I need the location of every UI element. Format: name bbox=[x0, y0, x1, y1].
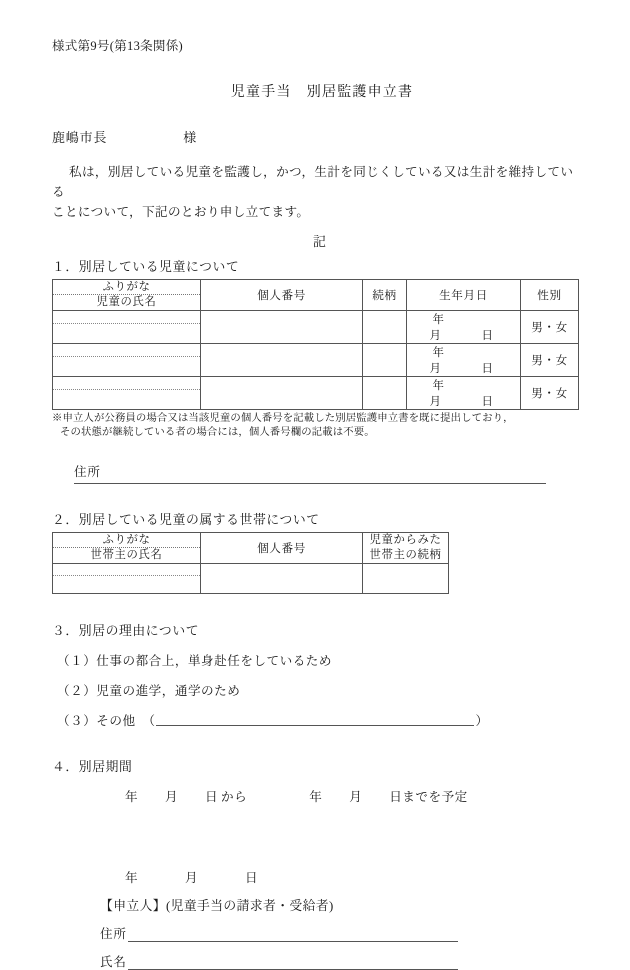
header-relation-line-2: 世帯主の続柄 bbox=[369, 549, 442, 562]
addressee-line bbox=[52, 127, 578, 146]
gender-choice[interactable]: 男・女 bbox=[521, 343, 579, 376]
my-number-input[interactable] bbox=[201, 564, 363, 594]
child-name-input[interactable] bbox=[53, 343, 201, 376]
page-title: 児童手当 別居監護申立書 bbox=[230, 85, 414, 100]
child-name-input[interactable] bbox=[53, 310, 201, 343]
table-row bbox=[53, 376, 579, 409]
from-day-label: 日 bbox=[205, 790, 219, 805]
my-number-input[interactable] bbox=[201, 343, 363, 376]
to-year-label: 年 bbox=[309, 790, 323, 805]
birth-day-label: 日 bbox=[481, 329, 494, 342]
signature-day-label: 日 bbox=[245, 871, 259, 886]
birth-date-input[interactable] bbox=[407, 376, 521, 409]
reason-option-3-close: ） bbox=[475, 714, 489, 729]
reason-option-3[interactable] bbox=[52, 710, 578, 729]
birth-year-label: 年 bbox=[432, 379, 445, 392]
birth-month-label: 月 bbox=[429, 395, 442, 408]
from-month-label: 月 bbox=[165, 790, 179, 805]
applicant-address-rule[interactable] bbox=[128, 929, 458, 942]
birth-day-label: 日 bbox=[481, 395, 494, 408]
page-content bbox=[52, 0, 578, 970]
birth-date-input[interactable] bbox=[407, 343, 521, 376]
from-year-label: 年 bbox=[125, 790, 139, 805]
gender-choice[interactable]: 男・女 bbox=[521, 376, 579, 409]
header-name-cell bbox=[53, 533, 201, 564]
child-address-label: 住所 bbox=[74, 465, 101, 480]
signature-month-label: 月 bbox=[185, 871, 199, 886]
relation-input[interactable] bbox=[363, 343, 407, 376]
relation-input[interactable] bbox=[363, 310, 407, 343]
lead-paragraph bbox=[52, 163, 578, 223]
header-my-number: 個人番号 bbox=[201, 279, 363, 310]
my-number-note bbox=[52, 412, 578, 442]
reason-other-input[interactable] bbox=[156, 712, 474, 726]
reason-option-1[interactable]: （１）仕事の都合上，単身赴任をしているため bbox=[57, 654, 332, 669]
table-header-row bbox=[53, 279, 579, 310]
my-number-input[interactable] bbox=[201, 310, 363, 343]
header-relation-line-1: 児童からみた bbox=[369, 534, 442, 547]
header-furigana: ふりがな bbox=[53, 280, 200, 295]
birth-year-label: 年 bbox=[432, 346, 445, 359]
my-number-input[interactable] bbox=[201, 376, 363, 409]
lead-line-2: ことについて，下記のとおり申し立てます。 bbox=[52, 204, 310, 219]
child-address-field[interactable] bbox=[74, 461, 546, 484]
reason-option-3-label: （３）その他 （ bbox=[57, 714, 156, 729]
birth-day-label: 日 bbox=[481, 362, 494, 375]
child-name-input[interactable] bbox=[53, 376, 201, 409]
table-header-row bbox=[53, 533, 449, 564]
ki-marker: 記 bbox=[312, 233, 327, 249]
householder-relation-input[interactable] bbox=[363, 564, 449, 594]
section1-heading: １．別居している児童について bbox=[52, 259, 240, 274]
header-householder-name: 世帯主の氏名 bbox=[90, 549, 163, 562]
form-number: 様式第9号(第13条関係) bbox=[52, 39, 183, 53]
applicant-heading: 【申立人】(児童手当の請求者・受給者) bbox=[100, 899, 334, 914]
addressee-name: 鹿嶋市長 bbox=[52, 130, 108, 145]
householder-name-input[interactable] bbox=[53, 564, 201, 594]
signature-year-label: 年 bbox=[125, 871, 139, 886]
reason-options bbox=[52, 650, 578, 729]
section2-heading: ２．別居している児童の属する世帯について bbox=[52, 513, 320, 528]
section3-heading: ３．別居の理由について bbox=[52, 624, 200, 639]
applicant-name-label: 氏名 bbox=[100, 955, 127, 970]
applicant-address-label: 住所 bbox=[100, 927, 127, 942]
separation-period-field[interactable] bbox=[52, 786, 578, 805]
signature-date-field[interactable] bbox=[52, 867, 578, 886]
applicant-address-field[interactable] bbox=[52, 923, 578, 942]
header-my-number: 個人番号 bbox=[201, 533, 363, 564]
header-child-name: 児童の氏名 bbox=[96, 295, 157, 308]
relation-input[interactable] bbox=[363, 376, 407, 409]
header-birth-date: 生年月日 bbox=[407, 279, 521, 310]
header-householder-relation bbox=[363, 533, 449, 564]
table-row bbox=[53, 310, 579, 343]
to-suffix-label: 日までを予定 bbox=[389, 790, 468, 805]
household-table bbox=[52, 532, 449, 594]
table-row bbox=[53, 564, 449, 594]
lead-line-1: 私は，別居している児童を監護し，かつ，生計を同じくしている又は生計を維持している bbox=[52, 165, 574, 199]
birth-year-label: 年 bbox=[432, 313, 445, 326]
note-line-2: その状態が継続している者の場合には，個人番号欄の記載は不要。 bbox=[60, 427, 375, 439]
birth-date-input[interactable] bbox=[407, 310, 521, 343]
header-furigana: ふりがな bbox=[53, 533, 200, 548]
applicant-name-field[interactable] bbox=[52, 951, 578, 970]
applicant-name-rule[interactable] bbox=[128, 957, 458, 970]
from-suffix-label: から bbox=[221, 790, 248, 805]
to-month-label: 月 bbox=[349, 790, 363, 805]
gender-choice[interactable]: 男・女 bbox=[521, 310, 579, 343]
header-name-cell bbox=[53, 279, 201, 310]
header-relation: 続柄 bbox=[363, 279, 407, 310]
reason-option-2[interactable]: （２）児童の進学，通学のため bbox=[57, 684, 241, 699]
birth-month-label: 月 bbox=[429, 329, 442, 342]
section4-heading: ４．別居期間 bbox=[52, 760, 133, 775]
header-gender: 性別 bbox=[521, 279, 579, 310]
children-table bbox=[52, 279, 579, 410]
addressee-honorific: 様 bbox=[183, 130, 198, 145]
note-line-1: ※申立人が公務員の場合又は当該児童の個人番号を記載した別居監護申立書を既に提出しており， bbox=[52, 412, 514, 424]
birth-month-label: 月 bbox=[429, 362, 442, 375]
table-row bbox=[53, 343, 579, 376]
